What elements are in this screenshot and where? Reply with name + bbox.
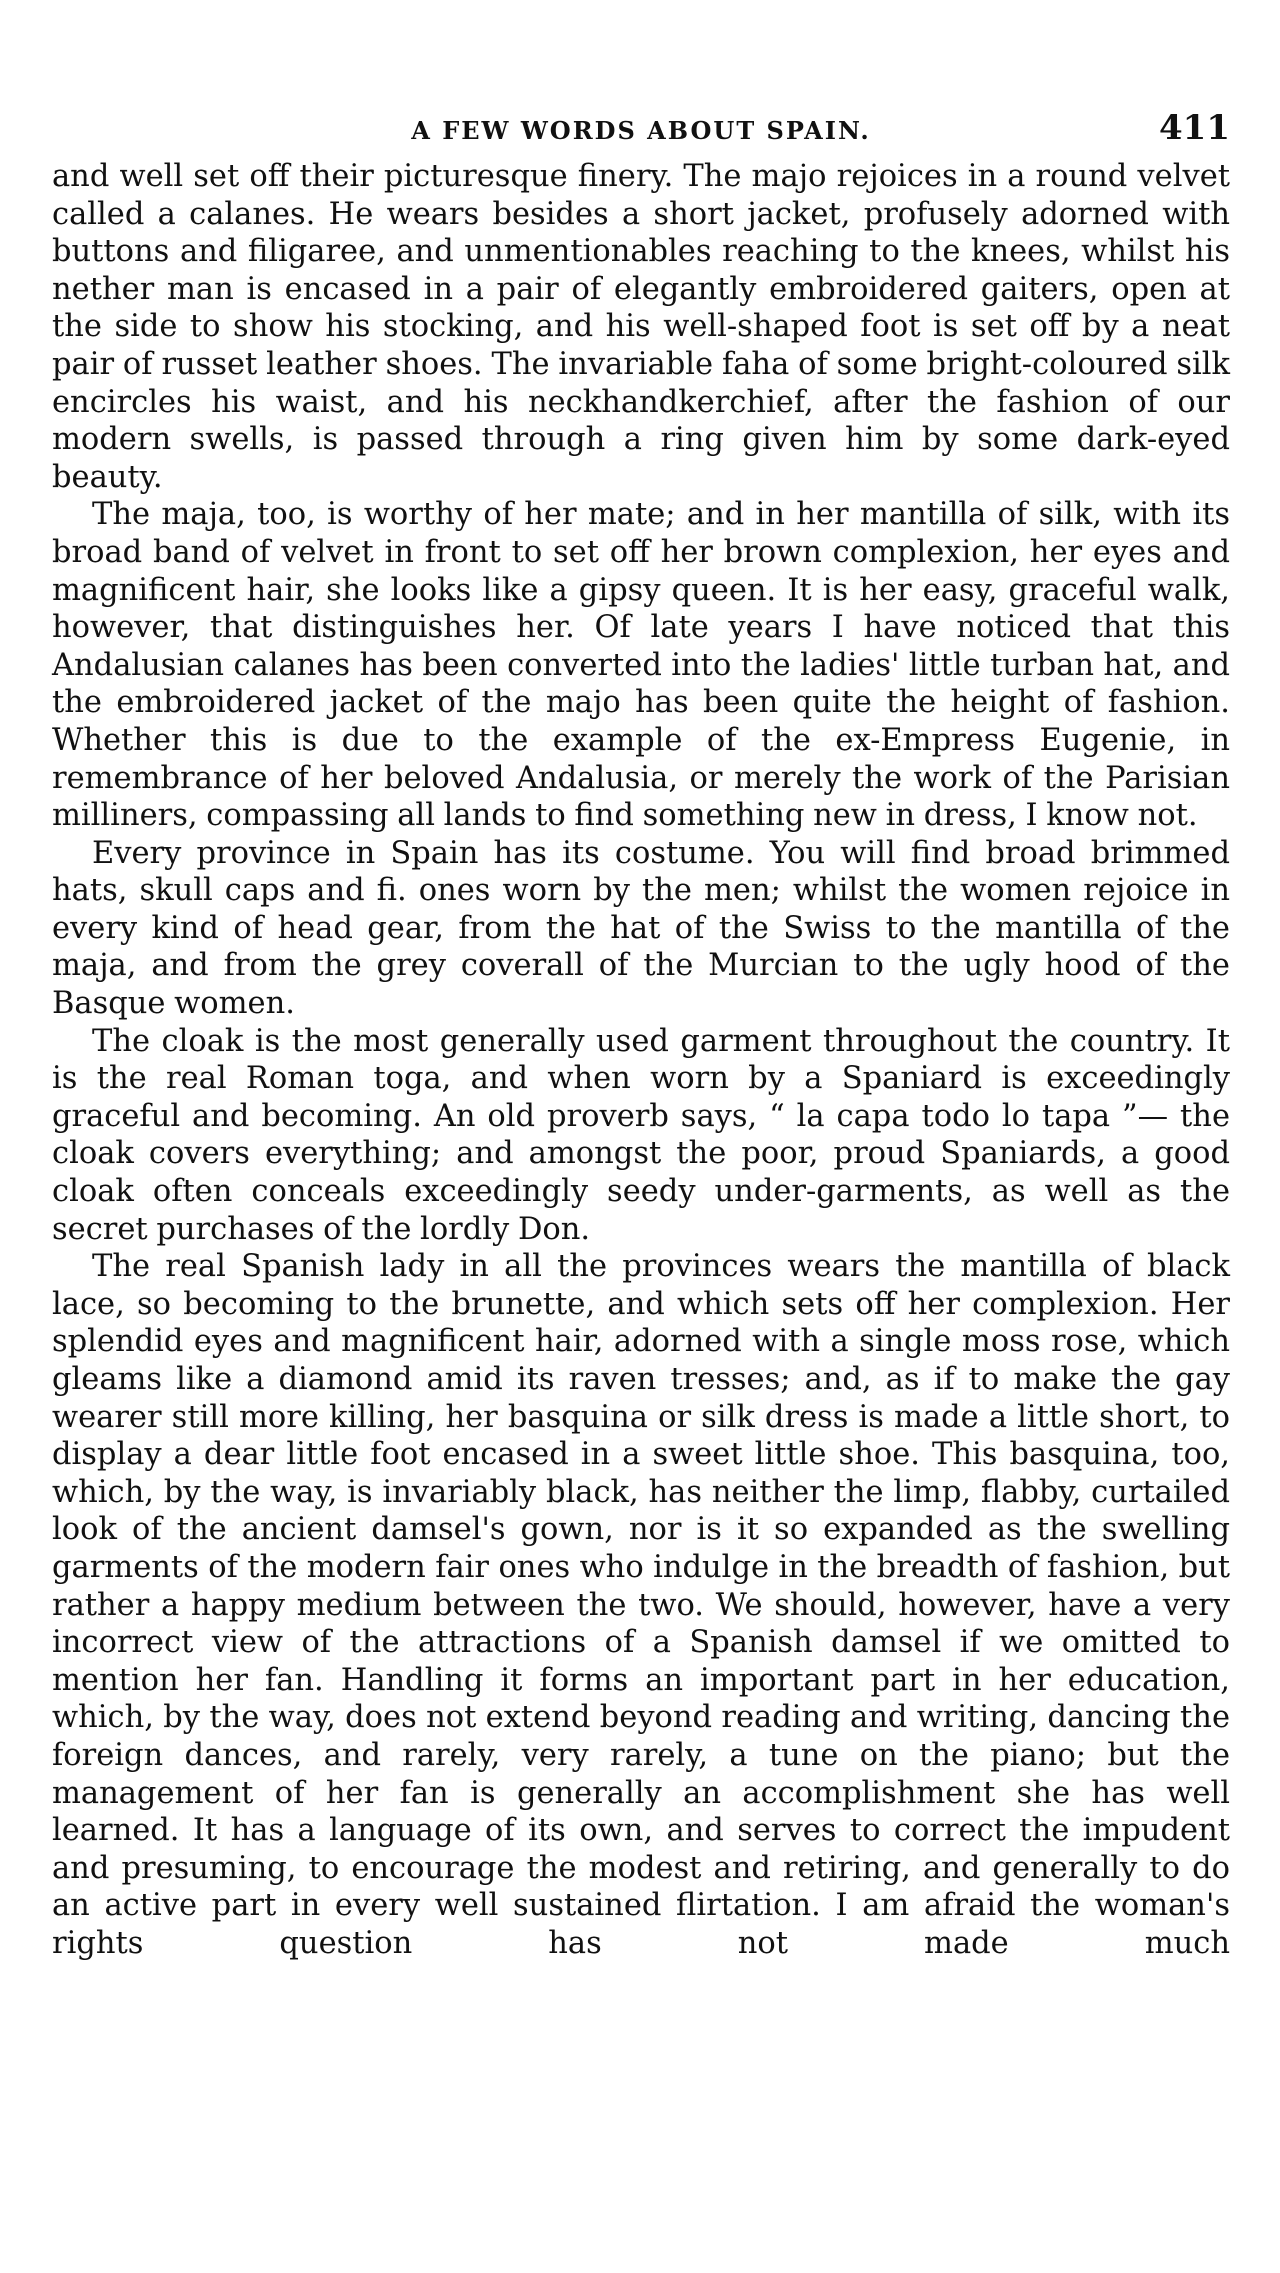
paragraph-2: The maja, too, is worthy of her mate; and in her mantilla of silk, with its broad band of velvet in front to set off her brown complexion, her eyes and magnificent hair, she looks like a gipsy queen. It is her easy, graceful walk, however, that distinguishes her. Of late years I have noticed that this Andalusian calanes has been converted into the ladies' little turban hat, and the embroidered jacket of the majo has been quite the height of fashion. Whether this is due to the example of the ex-Empress Eugenie, in remembrance of her beloved Andalusia, or merely the work of the Parisian milliners, compassing all lands to find something new in dress, I know not. <box>52 497 1230 834</box>
paragraph-1: and well set off their picturesque finery. The majo rejoices in a round velvet called a calanes. He wears besides a short jacket, profusely adorned with buttons and filigaree, and unmentionables reaching to the knees, whilst his nether man is encased in a pair of elegantly embroidered gaiters, open at the side to show his stocking, and his well-shaped foot is set off by a neat pair of russet leather shoes. The invariable faha of some bright-coloured silk encircles his waist, and his neckhandkerchief, after the fashion of our modern swells, is passed through a ring given him by some dark-eyed beauty. <box>52 159 1230 495</box>
running-head <box>52 108 1230 158</box>
paragraph-4: The cloak is the most generally used garment throughout the country. It is the real Roman toga, and when worn by a Spaniard is exceedingly graceful and becoming. An old proverb says, “ la capa todo lo tapa ”— the cloak covers everything; and amongst the poor, proud Spaniards, a good cloak often conceals exceedingly seedy under-garments, as well as the secret purchases of the lordly Don. <box>52 1023 1230 1247</box>
page-number: 411 <box>1159 108 1230 148</box>
running-title: A FEW WORDS ABOUT SPAIN. <box>411 116 871 145</box>
paragraph-3: Every province in Spain has its costume. You will find broad brimmed hats, skull caps and fi. ones worn by the men; whilst the women rejoice in every kind of head gear, from the hat of the Swiss to the mantilla of the maja, and from the grey coverall of the Murcian to the ugly hood of the Basque women. <box>52 835 1230 1022</box>
book-page <box>52 108 1230 1963</box>
paragraph-5: The real Spanish lady in all the provinces wears the mantilla of black lace, so becoming to the brunette, and which sets off her complexion. Her splendid eyes and magnificent hair, adorned with a single moss rose, which gleams like a diamond amid its raven tresses; and, as if to make the gay wearer still more killing, her basquina or silk dress is made a little short, to display a dear little foot encased in a sweet little shoe. This basquina, too, which, by the way, is invariably black, has neither the limp, flabby, curtailed look of the ancient damsel's gown, nor is it so expanded as the swelling garments of the modern fair ones who indulge in the breadth of fashion, but rather a happy medium between the two. We should, however, have a very incorrect view of the attractions of a Spanish damsel if we omitted to mention her fan. Handling it forms an important part in her education, which, by the way, does not extend beyond reading and writing, dancing the foreign dances, and rarely, very rarely, a tune on the piano; but the management of her fan is generally an accomplishment she has well learned. It has a language of its own, and serves to correct the impudent and presuming, to encourage the modest and retiring, and generally to do an active part in every well sustained flirtation. I am afraid the woman's rights question has not made much <box>52 1249 1230 1961</box>
